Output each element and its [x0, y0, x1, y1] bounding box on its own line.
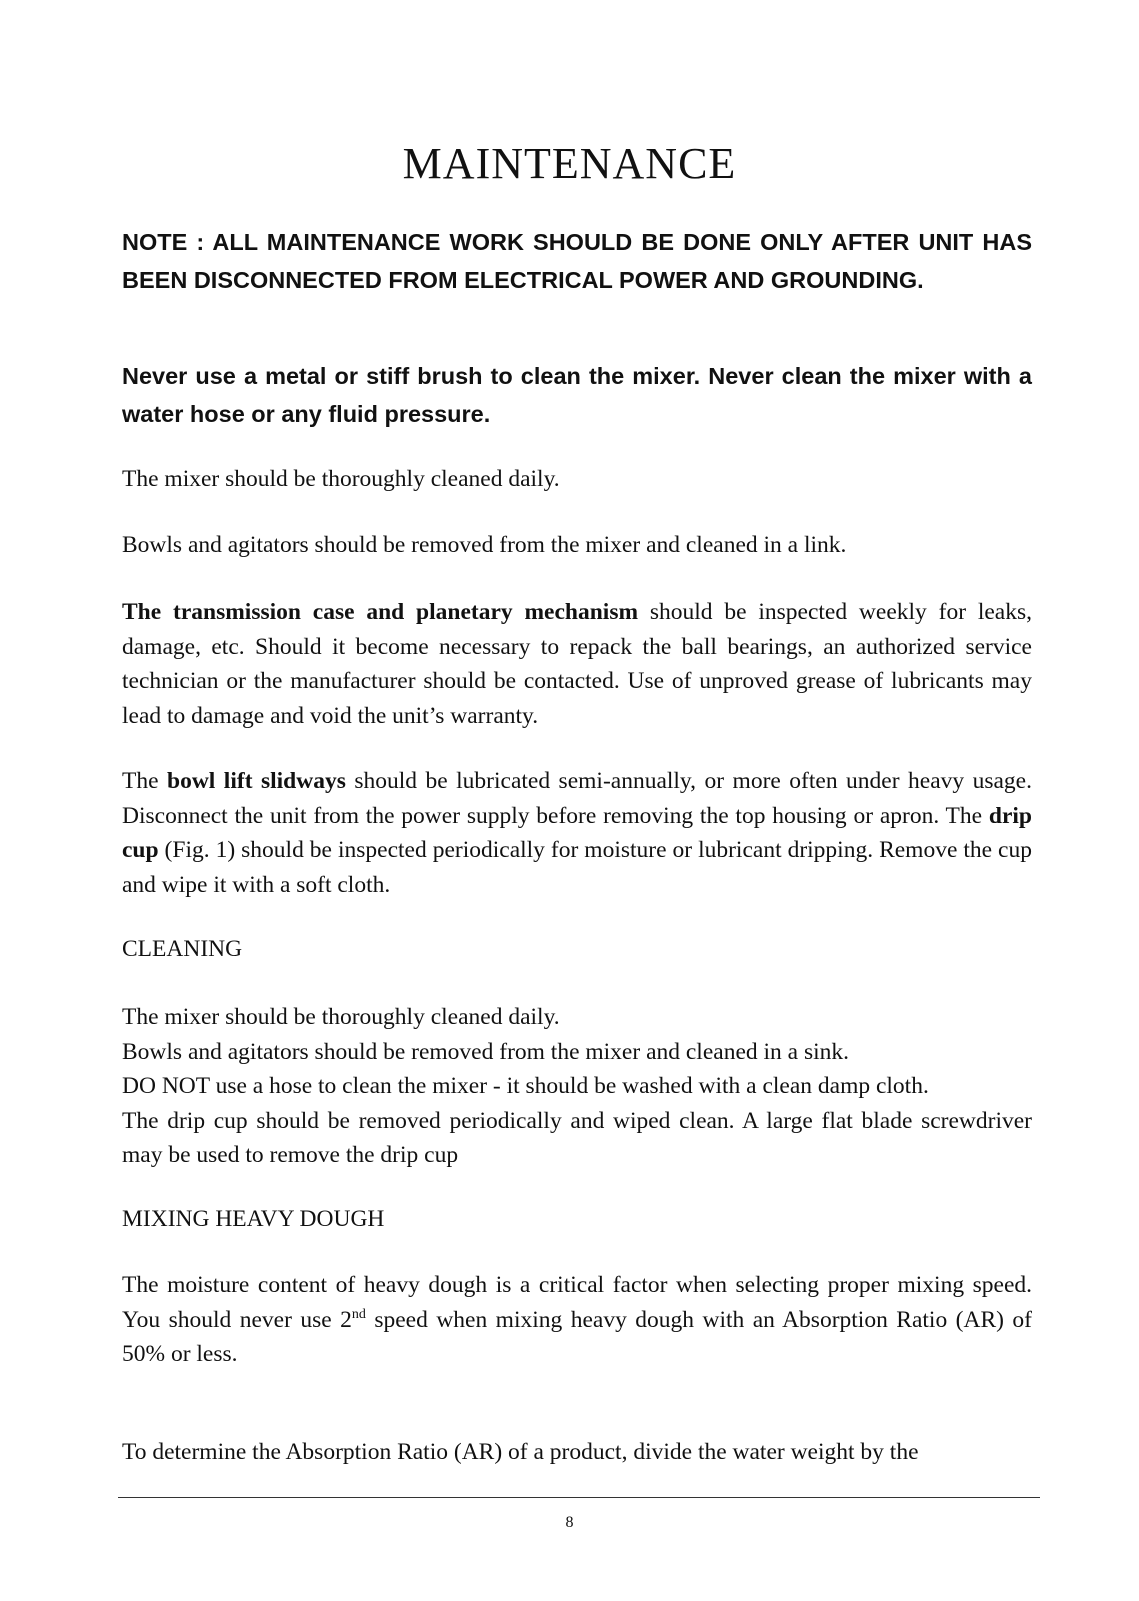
cleaning-heading: CLEANING [122, 936, 243, 962]
page-title: MAINTENANCE [402, 139, 737, 188]
slideways-bold-2: drip cup [122, 802, 1032, 863]
cleaning-line-1: The mixer should be thoroughly cleaned daily. [122, 1004, 560, 1030]
cleaning-section [122, 1000, 1032, 1173]
bowls-paragraph: Bowls and agitators should be removed from the mixer and cleaned in a link. [122, 532, 847, 558]
heavy-dough-heading: MIXING HEAVY DOUGH [122, 1206, 385, 1232]
slideways-text-3: (Fig. 1) should be inspected periodically for moisture or lubricant dripping. Remove the cup and wipe it with a soft cloth. [122, 837, 1032, 898]
transmission-text: should be inspected weekly for leaks, damage, etc. Should it become necessary to repack the ball bearings, an authorized service technician or the manufacturer should be contacted. Use of unproved grease of lubricants may lead to damage and void the unit’s warranty. [122, 599, 1032, 729]
heavy-dough-paragraph [122, 1268, 1032, 1372]
cleaning-line-2: Bowls and agitators should be removed from the mixer and cleaned in a sink. [122, 1038, 850, 1065]
footer-rule [118, 1497, 1040, 1498]
slideways-bold-1: bowl lift slidways [167, 768, 346, 794]
cleaning-warning: Never use a metal or stiff brush to clean the mixer. Never clean the mixer with a water hose or any fluid pressure. [122, 363, 1032, 427]
cleaning-line-3: DO NOT use a hose to clean the mixer - it should be washed with a clean damp cloth. [122, 1073, 929, 1099]
transmission-bold: The transmission case and planetary mechanism [122, 599, 639, 625]
maintenance-note: NOTE : ALL MAINTENANCE WORK SHOULD BE DONE ONLY AFTER UNIT HAS BEEN DISCONNECTED FROM ELECTRICAL POWER AND GROUNDING. [122, 229, 1032, 293]
heavy-text-2: speed when mixing heavy dough with an Absorption Ratio (AR) of 50% or less. [122, 1306, 1032, 1367]
daily-cleaning-paragraph: The mixer should be thoroughly cleaned daily. [122, 466, 560, 492]
cleaning-line-4: The drip cup should be removed periodically and wiped clean. A large flat blade screwdriver may be used to remove the drip cup [122, 1107, 1032, 1168]
heavy-text-1: The moisture content of heavy dough is a critical factor when selecting proper mixing speed. You should never use 2 [122, 1272, 1032, 1333]
ordinal-suffix: nd [351, 1306, 366, 1322]
absorption-ratio-paragraph: To determine the Absorption Ratio (AR) of a product, divide the water weight by the [122, 1439, 919, 1465]
transmission-paragraph [122, 595, 1032, 733]
slideways-text-1: The [122, 768, 168, 794]
slideways-paragraph [122, 764, 1032, 902]
page-number: 8 [565, 1514, 574, 1531]
slideways-text-2: should be lubricated semi-annually, or more often under heavy usage. Disconnect the unit from the power supply before removing the top housing or apron. The [122, 768, 1032, 829]
